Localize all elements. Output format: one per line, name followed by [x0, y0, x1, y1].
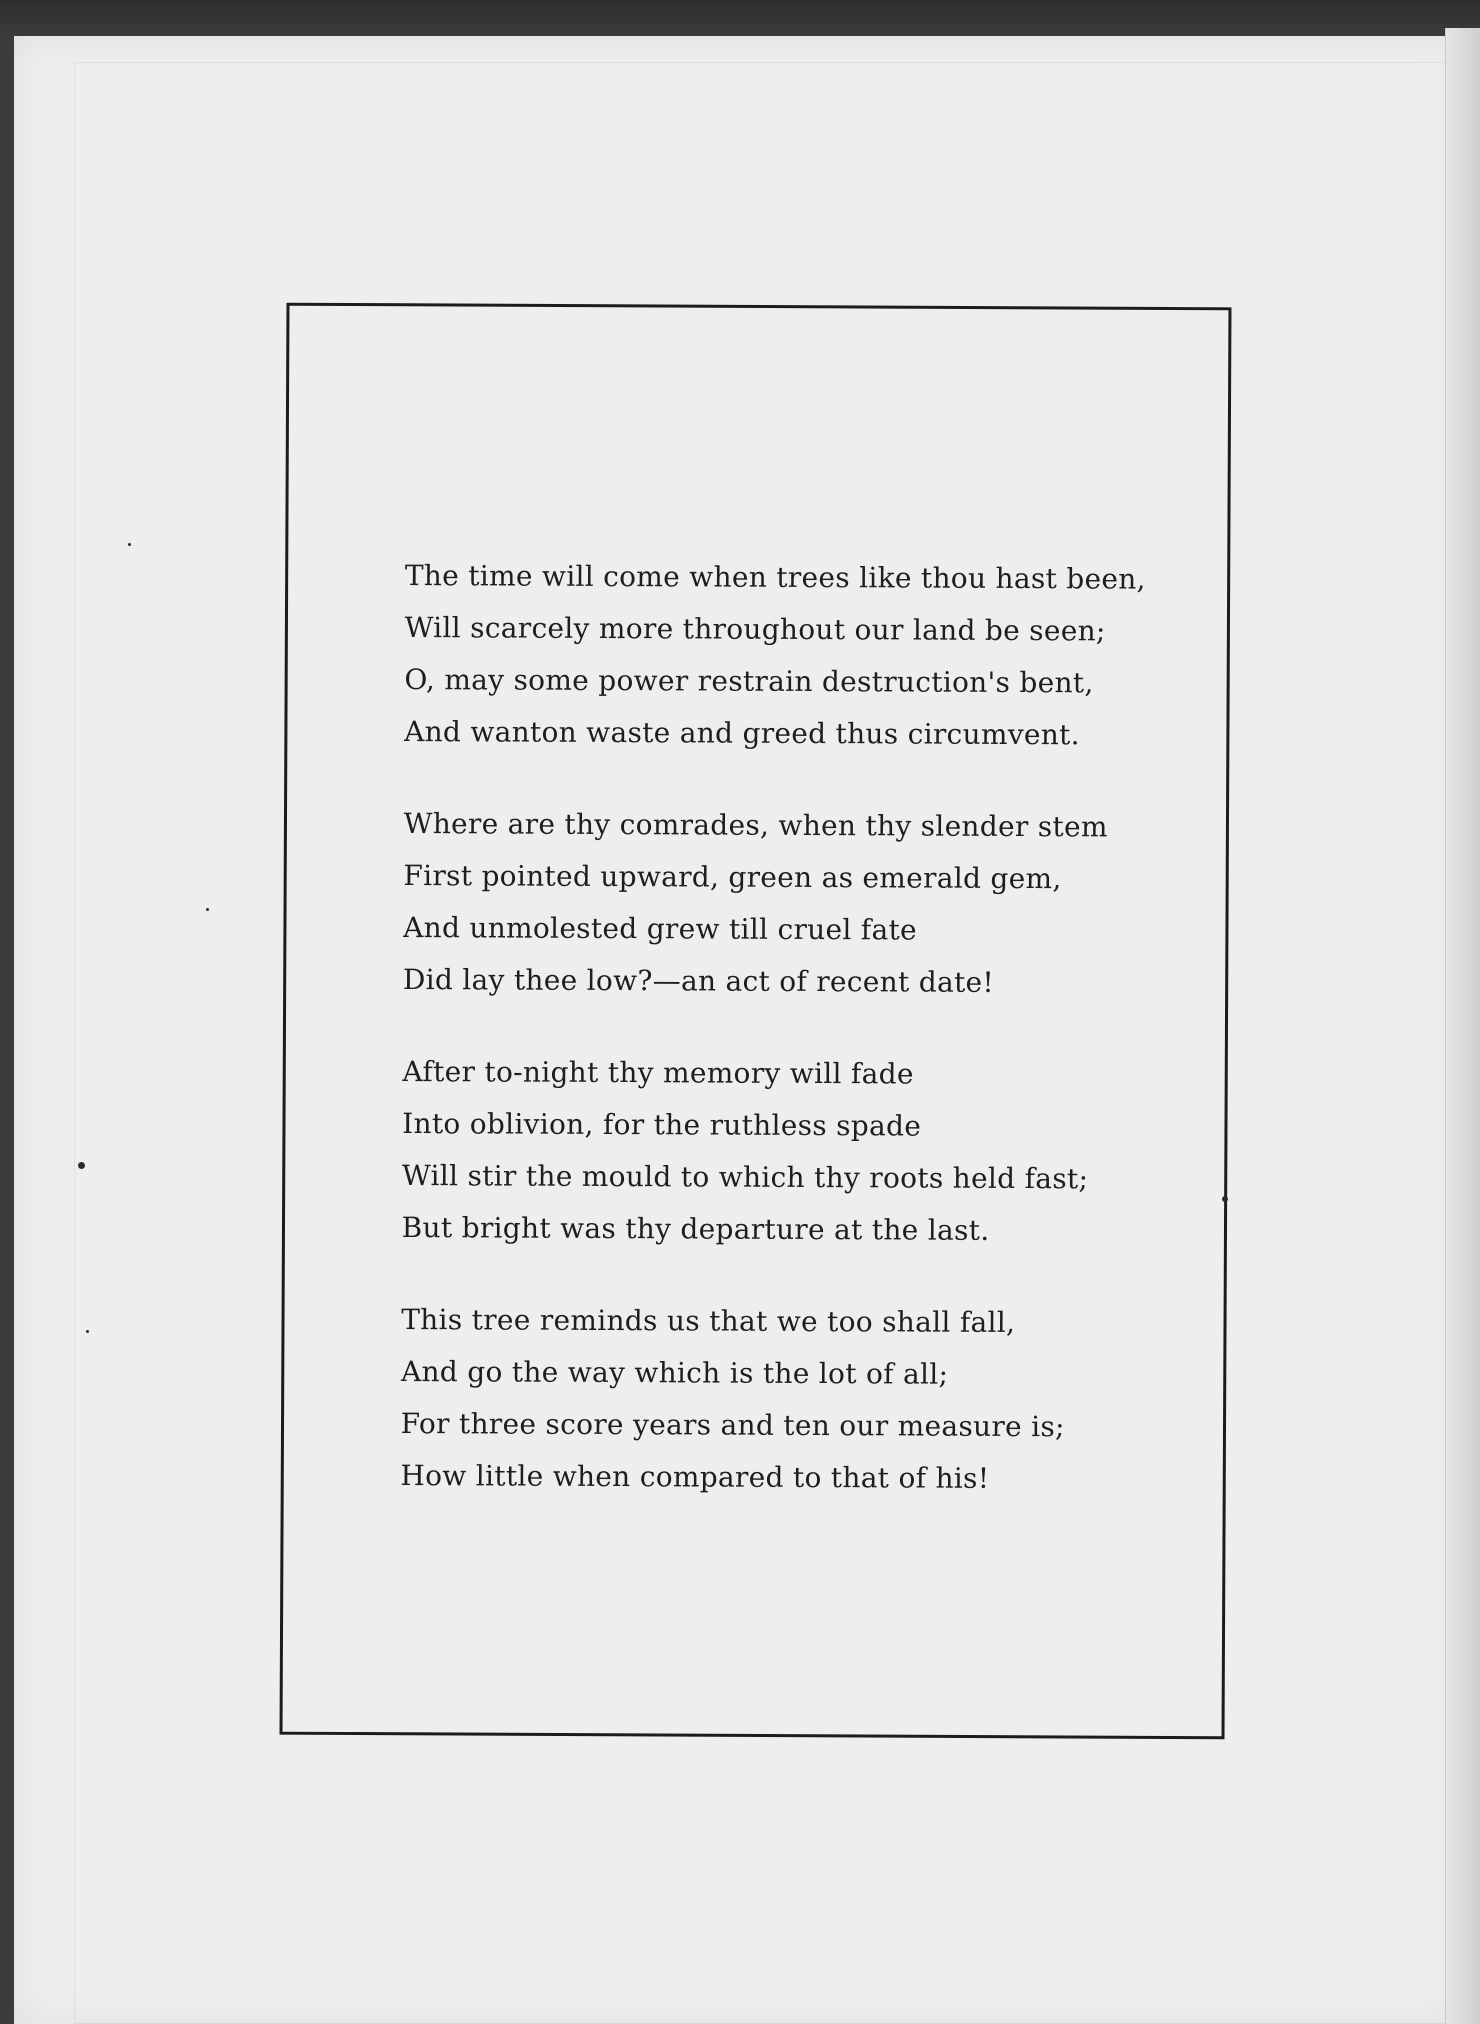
poem-line: Did lay thee low?—an act of recent date!	[402, 962, 995, 999]
dust-speck	[86, 1330, 89, 1333]
poem-line: Into oblivion, for the ruthless spade	[402, 1106, 922, 1143]
dust-speck	[206, 908, 209, 911]
poem-line: And wanton waste and greed thus circumvent.	[404, 714, 1080, 752]
poem-line: First pointed upward, green as emerald gem,	[403, 858, 1062, 896]
dust-speck	[78, 1162, 85, 1169]
dust-speck	[128, 543, 131, 546]
poem-line: And unmolested grew till cruel fate	[403, 910, 917, 947]
poem-line: This tree reminds us that we too shall fall,	[401, 1302, 1016, 1339]
poem-line: How little when compared to that of his!	[400, 1458, 990, 1495]
dust-speck	[1222, 1196, 1228, 1202]
poem-text	[400, 550, 1185, 1506]
poem-line: Will scarcely more throughout our land be seen;	[404, 610, 1106, 648]
stanza-4	[400, 1294, 1181, 1506]
poem-line: But bright was thy departure at the last.	[401, 1210, 990, 1247]
poem-line: And go the way which is the lot of all;	[400, 1354, 949, 1391]
adjacent-page-edge	[1445, 28, 1480, 2024]
poem-line: Will stir the mould to which thy roots held fast;	[401, 1158, 1089, 1196]
poem-line: The time will come when trees like thou hast been,	[404, 558, 1146, 596]
poem-line: O, may some power restrain destruction's bent,	[404, 662, 1094, 700]
stanza-3	[402, 1046, 1183, 1258]
poem-line: After to-night thy memory will fade	[402, 1054, 914, 1091]
stanza-2	[403, 798, 1184, 1010]
poem-line: For three score years and ten our measure is;	[400, 1406, 1065, 1444]
stanza-1	[404, 550, 1185, 762]
poem-line: Where are thy comrades, when thy slender stem	[403, 806, 1108, 844]
